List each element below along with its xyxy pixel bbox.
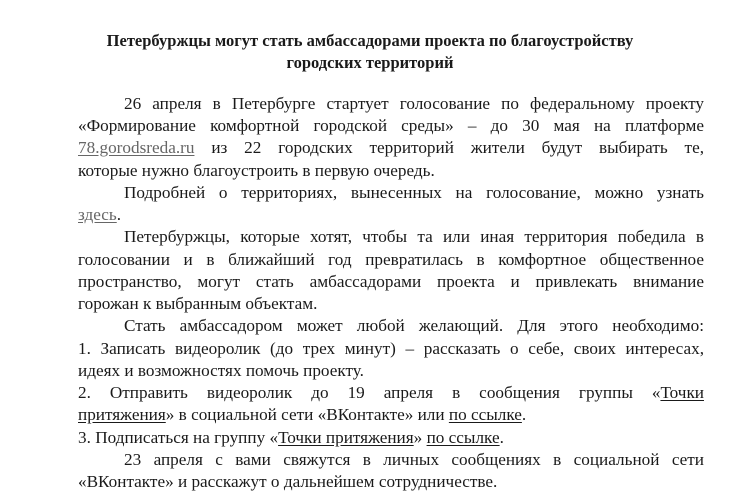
title-line-1: Петербуржцы могут стать амбассадорами проекта по благоустройству: [106, 31, 634, 50]
here-link[interactable]: здесь: [78, 205, 117, 224]
step-3-by-link[interactable]: по ссылке: [426, 428, 500, 447]
step-2-line-2: притяжения» в социальной сети «ВКонтакте» или по ссылке.: [78, 405, 527, 424]
gorodsreda-link[interactable]: 78.gorodsreda.ru: [78, 138, 195, 157]
title-line-2: городских территорий: [286, 53, 454, 72]
points-of-attraction-group-link[interactable]: Точки притяжения: [278, 428, 414, 447]
paragraph-ambassadors-line-1: Петербуржцы, которые хотят, чтобы та или иная территория победила в: [124, 227, 704, 246]
step-2-by-link[interactable]: по ссылке: [448, 405, 522, 424]
paragraph-details-line-1: Подробней о территориях, вынесенных на голосование, можно узнать: [124, 183, 704, 202]
paragraph-voting-start-line-1: 26 апреля в Петербурге стартует голосование по федеральному проекту: [124, 94, 704, 113]
step-3-line: 3. Подписаться на группу «Точки притяжения» по ссылке.: [78, 428, 504, 447]
document-title: [60, 30, 680, 74]
paragraph-requirements: Стать амбассадором может любой желающий. Для этого необходимо:: [124, 316, 704, 335]
paragraph-voting-start-line-2: «Формирование комфортной городской среды» – до 30 мая на платформе: [78, 116, 704, 135]
paragraph-ambassadors-line-2: голосовании и в ближайший год превратилась в комфортное общественное: [78, 250, 704, 269]
points-of-attraction-link-part-2[interactable]: притяжения: [78, 405, 166, 424]
points-of-attraction-link-part-1[interactable]: Точки: [660, 383, 704, 402]
paragraph-voting-start-line-3: 78.gorodsreda.ru из 22 городских территорий жители будут выбирать те,: [78, 138, 704, 157]
step-2-line-1: 2. Отправить видеоролик до 19 апреля в сообщения группы «Точки: [78, 383, 704, 402]
paragraph-voting-start-line-4: которые нужно благоустроить в первую очередь.: [78, 161, 435, 180]
paragraph-details-line-2: здесь.: [78, 205, 122, 224]
paragraph-contact-line-1: 23 апреля с вами свяжутся в личных сообщениях в социальной сети: [124, 450, 704, 469]
paragraph-ambassadors-line-4: горожан к выбранным объектам.: [78, 294, 318, 313]
step-1-line-1: 1. Записать видеоролик (до трех минут) – рассказать о себе, своих интересах,: [78, 339, 704, 358]
paragraph-contact-line-2: «ВКонтакте» и расскажут о дальнейшем сотрудничестве.: [78, 472, 498, 491]
step-1-line-2: идеях и возможностях помочь проекту.: [78, 361, 364, 380]
paragraph-ambassadors-line-3: пространство, могут стать амбассадорами проекта и привлекать внимание: [78, 272, 704, 291]
